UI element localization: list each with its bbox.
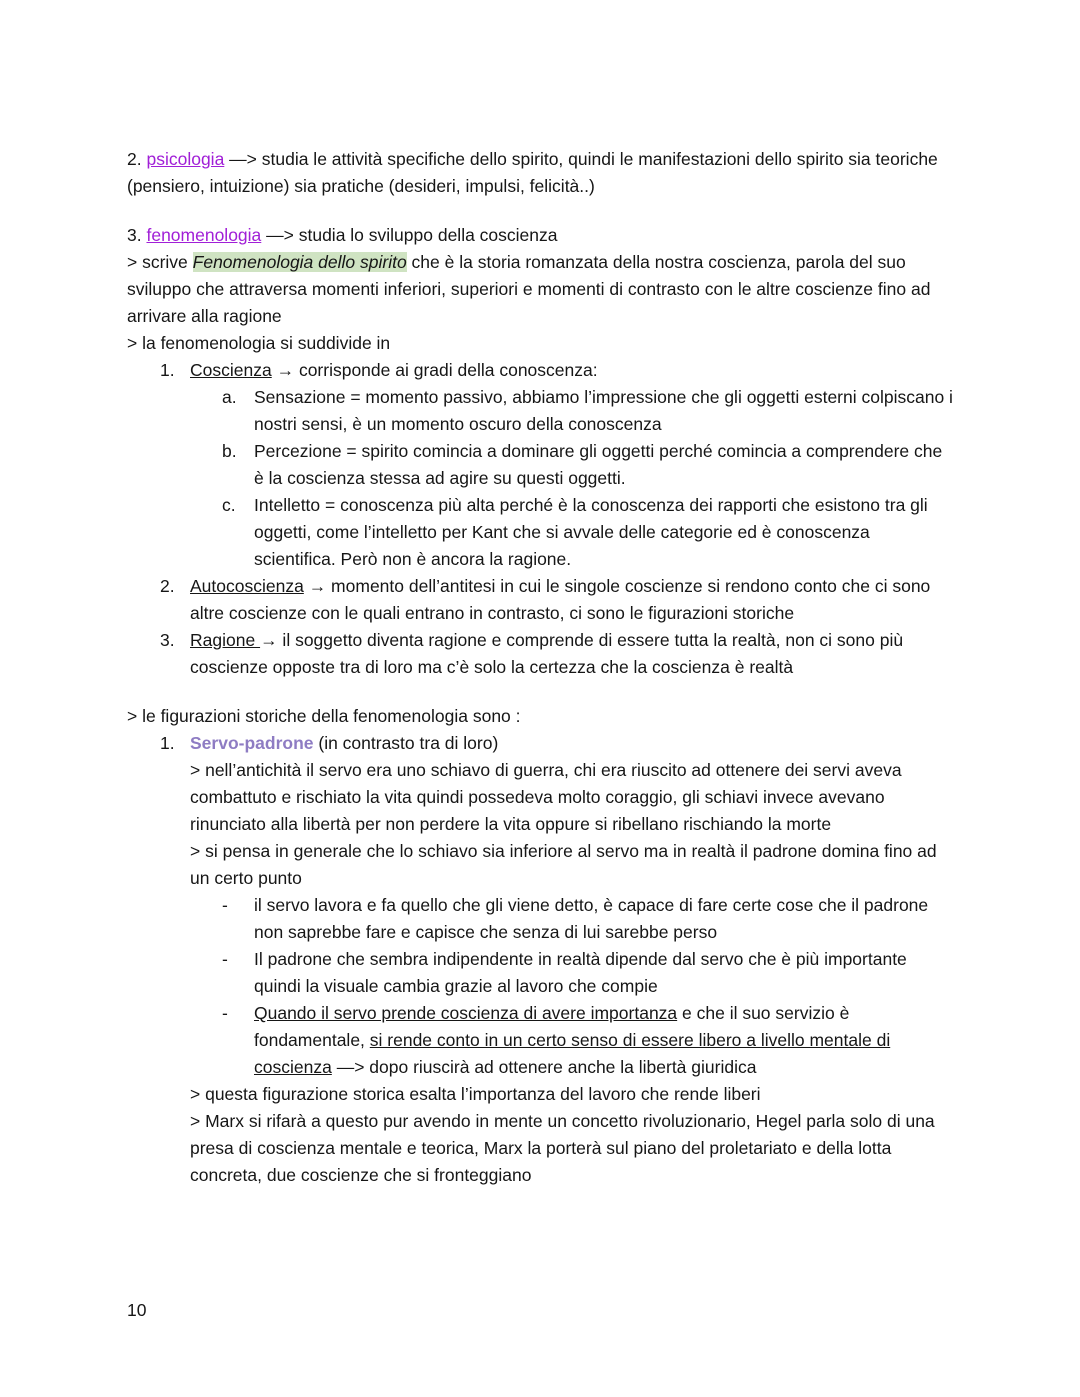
text-run: (in contrasto tra di loro) [313, 733, 499, 753]
list-item [127, 438, 955, 492]
list-marker: - [222, 895, 228, 915]
list-item [127, 730, 955, 757]
text-run: > si pensa in generale che lo schiavo sia inferiore al servo ma in realtà il padrone domina fino ad un certo punto [190, 841, 937, 888]
list-item-text [254, 892, 955, 946]
list-item-text [190, 357, 955, 384]
text-run: > scrive [127, 252, 193, 272]
text-run: > questa figurazione storica esalta l’importanza del lavoro che rende liberi [190, 1084, 761, 1104]
list-item-text [190, 730, 955, 757]
list-item-text [254, 946, 955, 1000]
text-run: → il soggetto diventa ragione e comprende di essere tutta la realtà, non ci sono più coscienze opposte tra di loro ma c’è solo la certezza che la coscienza è realtà [190, 630, 904, 677]
list-continuation-paragraph [127, 757, 955, 838]
list-item-text [254, 384, 955, 438]
list-item [127, 892, 955, 946]
text-run: > la fenomenologia si suddivide in [127, 333, 391, 353]
list-continuation-paragraph [127, 838, 955, 892]
text-run: → momento dell’antitesi in cui le singole coscienze si rendono conto che ci sono altre coscienze con le quali entrano in contrasto, ci sono le figurazioni storiche [190, 576, 931, 623]
list-marker: a. [222, 387, 237, 407]
list-marker: b. [222, 441, 237, 461]
underlined-text: Coscienza [190, 360, 272, 380]
text-run: e che il suo servizio è fondamentale, [254, 1003, 850, 1050]
list-item-text [190, 573, 955, 627]
underlined-text: Autocoscienza [190, 576, 304, 596]
list-item-text [254, 492, 955, 573]
paragraph [127, 330, 955, 357]
list-item-text [254, 1000, 955, 1081]
text-run: Percezione = spirito comincia a dominare gli oggetti perché comincia a comprendere che è la coscienza stessa ad agire su questi oggetti. [254, 441, 943, 488]
text-run: > le figurazioni storiche della fenomenologia sono : [127, 706, 521, 726]
text-run: → corrisponde ai gradi della conoscenza: [271, 360, 598, 380]
list-item-text [254, 438, 955, 492]
doc-link[interactable]: psicologia [146, 149, 225, 169]
list-marker: 3. [160, 630, 175, 650]
text-run: —> dopo riuscirà ad ottenere anche la libertà giuridica [331, 1057, 757, 1077]
list-item [127, 573, 955, 627]
text-run: —> studia le attività specifiche dello spirito, quindi le manifestazioni dello spirito sia teoriche (pensiero, intuizione) sia pratiche (desideri, impulsi, felicità..) [127, 149, 938, 196]
text-run: Il padrone che sembra indipendente in realtà dipende dal servo che è più importante quindi la visuale cambia grazie al lavoro che compie [254, 949, 907, 996]
document-content [127, 146, 955, 1189]
paragraph [127, 222, 955, 249]
text-run: che è la storia romanzata della nostra coscienza, parola del suo sviluppo che attraversa momenti inferiori, superiori e momenti di contrasto con le altre coscienze fino ad arrivare alla ragione [127, 252, 931, 326]
paragraph-spacer [127, 681, 955, 703]
list-item [127, 492, 955, 573]
text-run: 3. [127, 225, 147, 245]
list-continuation-paragraph [127, 1081, 955, 1108]
highlighted-book-title: Fenomenologia dello spirito [192, 252, 407, 272]
paragraph [127, 146, 955, 200]
list-marker: c. [222, 495, 236, 515]
list-marker: 1. [160, 360, 175, 380]
list-item [127, 384, 955, 438]
term-servo-padrone: Servo-padrone [190, 733, 314, 753]
paragraph-spacer [127, 200, 955, 222]
text-run: > Marx si rifarà a questo pur avendo in mente un concetto rivoluzionario, Hegel parla solo di una presa di coscienza mentale e teorica, Marx la porterà sul piano del proletariato e della lotta concreta, due coscienze che si fronteggiano [190, 1111, 935, 1185]
list-continuation-paragraph [127, 1108, 955, 1189]
list-marker: - [222, 949, 228, 969]
text-run: > nell’antichità il servo era uno schiavo di guerra, chi era riuscito ad ottenere dei servi aveva combattuto e rischiato la vita quindi possedeva molto coraggio, gli schiavi invece avevano rinunciato alla libertà per non perdere la vita oppure si ribellano rischiando la morte [190, 760, 902, 834]
list-item [127, 946, 955, 1000]
doc-link[interactable]: fenomenologia [146, 225, 262, 245]
list-item-text [190, 627, 955, 681]
list-item [127, 1000, 955, 1081]
text-run: Intelletto = conoscenza più alta perché è la conoscenza dei rapporti che esistono tra gli oggetti, come l’intelletto per Kant che si avvale delle categorie ed è conoscenza scientifica. Però non è ancora la ragione. [254, 495, 928, 569]
paragraph [127, 249, 955, 330]
text-run: 2. [127, 149, 147, 169]
text-run: —> studia lo sviluppo della coscienza [261, 225, 558, 245]
text-run: Sensazione = momento passivo, abbiamo l’impressione che gli oggetti esterni colpiscano i nostri sensi, è un momento oscuro della conoscenza [254, 387, 953, 434]
page-number: 10 [127, 1300, 147, 1320]
paragraph [127, 703, 955, 730]
list-marker: - [222, 1003, 228, 1023]
list-marker: 1. [160, 733, 175, 753]
list-marker: 2. [160, 576, 175, 596]
underlined-text: Ragione [190, 630, 261, 650]
underlined-text: si rende conto in un certo senso di essere libero a livello mentale di coscienza [254, 1030, 891, 1077]
underlined-text: Quando il servo prende coscienza di avere importanza [254, 1003, 678, 1023]
text-run: il servo lavora e fa quello che gli viene detto, è capace di fare certe cose che il padrone non saprebbe fare e capisce che senza di lui sarebbe perso [254, 895, 929, 942]
list-item [127, 357, 955, 384]
list-item [127, 627, 955, 681]
